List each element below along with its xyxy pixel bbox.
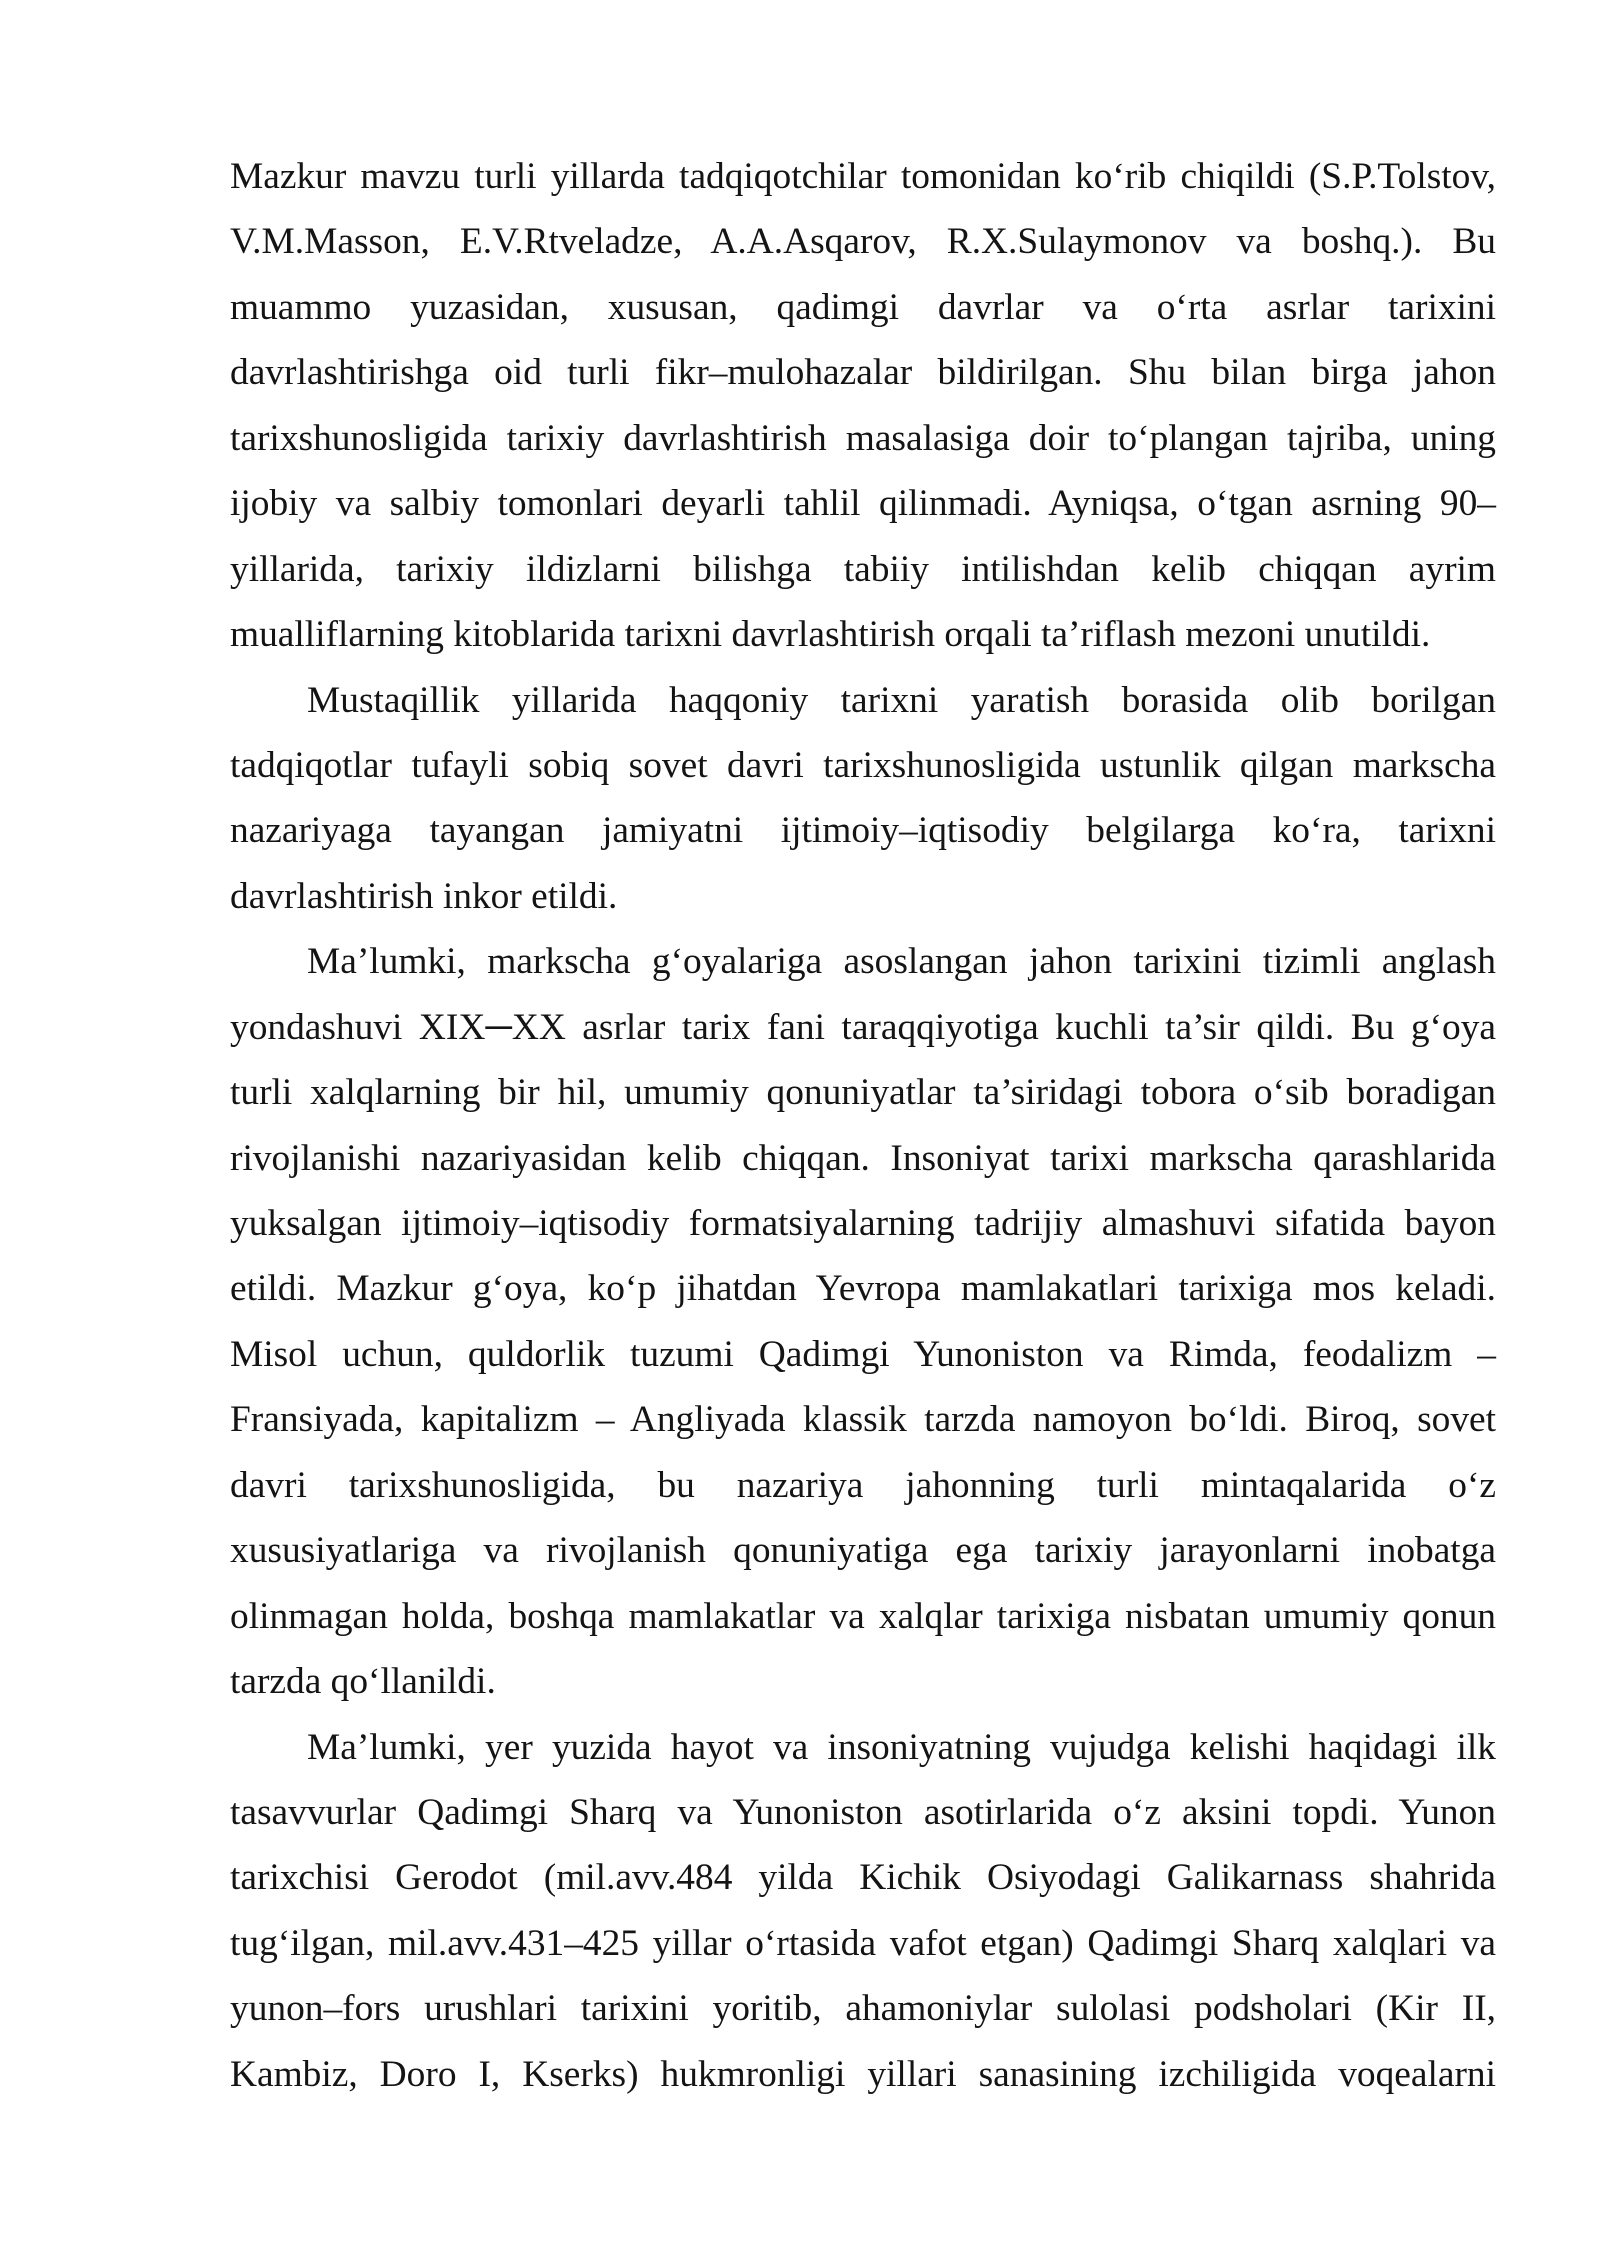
text-line: tarzda qo‘llanildi.	[230, 1661, 496, 1703]
text-line: ijobiy va salbiy tomonlari deyarli tahlil qilinmadi. Ayniqsa, o‘tgan asrning 90–	[230, 483, 1496, 525]
text-line: tarixshunosligida tarixiy davrlashtirish masalasiga doir to‘plangan tajriba, uning	[230, 417, 1496, 459]
text-line: V.M.Masson, E.V.Rtveladze, A.A.Asqarov, R.X.Sulaymonov va boshq.). Bu	[230, 221, 1496, 263]
text-line: Ma’lumki, yer yuzida hayot va insoniyatning vujudga kelishi haqidagi ilk	[307, 1726, 1496, 1768]
text-line: xususiyatlariga va rivojlanish qonuniyatiga ega tarixiy jarayonlarni inobatga	[230, 1530, 1496, 1572]
text-line: davrlashtirish inkor etildi.	[230, 875, 618, 917]
paragraph	[230, 144, 1496, 668]
text-line: muammo yuzasidan, xususan, qadimgi davrlar va o‘rta asrlar tarixini	[230, 286, 1496, 328]
text-line: Mazkur mavzu turli yillarda tadqiqotchilar tomonidan ko‘rib chiqildi (S.P.Tolstov,	[230, 156, 1496, 197]
text-line: Ma’lumki, markscha g‘oyalariga asoslangan jahon tarixini tizimli anglash	[307, 941, 1496, 983]
text-line: yillarida, tarixiy ildizlarni bilishga tabiiy intilishdan kelib chiqqan ayrim	[230, 548, 1496, 590]
paragraph	[230, 1715, 1496, 2108]
body-text	[230, 144, 1496, 2107]
text-line: yuksalgan ijtimoiy–iqtisodiy formatsiyalarning tadrijiy almashuvi sifatida bayon	[230, 1203, 1496, 1244]
text-line: tasavvurlar Qadimgi Sharq va Yunoniston asotirlarida o‘z aksini topdi. Yunon	[230, 1791, 1496, 1833]
text-line: Kambiz, Doro I, Kserks) hukmronligi yillari sanasining izchiligida voqealarni	[230, 2053, 1496, 2095]
text-line: mualliflarning kitoblarida tarixni davrlashtirish orqali ta’riflash mezoni unutildi.	[230, 614, 1431, 656]
text-line: yunon–fors urushlari tarixini yoritib, ahamoniylar sulolasi podsholari (Kir II,	[230, 1988, 1496, 2030]
text-line: Fransiyada, kapitalizm – Angliyada klassik tarzda namoyon bo‘ldi. Biroq, sovet	[230, 1399, 1496, 1441]
text-line: rivojlanishi nazariyasidan kelib chiqqan. Insoniyat tarixi markscha qarashlarida	[230, 1137, 1496, 1179]
text-line: tadqiqotlar tufayli sobiq sovet davri tarixshunosligida ustunlik qilgan markscha	[230, 744, 1496, 786]
text-line: olinmagan holda, boshqa mamlakatlar va xalqlar tarixiga nisbatan umumiy qonun	[230, 1595, 1496, 1637]
text-line: tarixchisi Gerodot (mil.avv.484 yilda Kichik Osiyodagi Galikarnass shahrida	[230, 1857, 1496, 1899]
text-line: davri tarixshunosligida, bu nazariya jahonning turli mintaqalarida o‘z	[230, 1464, 1496, 1506]
text-line: Misol uchun, quldorlik tuzumi Qadimgi Yunoniston va Rimda, feodalizm –	[230, 1333, 1496, 1375]
paragraph	[230, 668, 1496, 930]
text-line: davrlashtirishga oid turli fikr–mulohazalar bildirilgan. Shu bilan birga jahon	[230, 352, 1496, 394]
text-line: tug‘ilgan, mil.avv.431–425 yillar o‘rtasida vafot etgan) Qadimgi Sharq xalqlari va	[230, 1922, 1496, 1964]
paragraph	[230, 929, 1496, 1714]
text-line: Mustaqillik yillarida haqqoniy tarixni yaratish borasida olib borilgan	[307, 679, 1496, 721]
text-line: turli xalqlarning bir hil, umumiy qonuniyatlar ta’siridagi tobora o‘sib boradigan	[230, 1072, 1496, 1114]
text-line: nazariyaga tayangan jamiyatni ijtimoiy–iqtisodiy belgilarga ko‘ra, tarixni	[230, 810, 1496, 852]
text-line: etildi. Mazkur g‘oya, ko‘p jihatdan Yevropa mamlakatlari tarixiga mos keladi.	[230, 1268, 1496, 1310]
text-line: yondashuvi XIX─XX asrlar tarix fani taraqqiyotiga kuchli ta’sir qildi. Bu g‘oya	[230, 1006, 1496, 1048]
